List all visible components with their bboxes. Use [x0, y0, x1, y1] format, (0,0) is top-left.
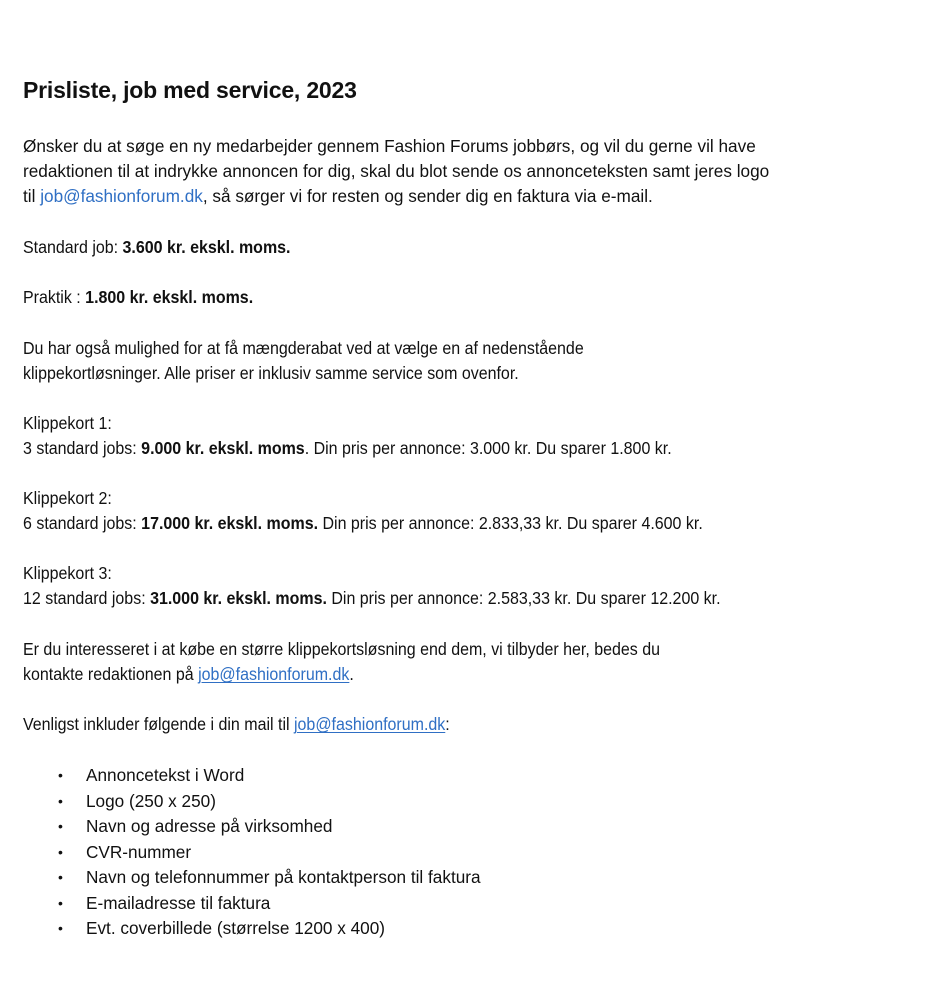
include-paragraph: Venligst inkluder følgende i din mail til job@fashionforum.dk:	[23, 714, 450, 734]
email-link[interactable]: job@fashionforum.dk	[293, 714, 446, 734]
larger-line-2: kontakte redaktionen på job@fashionforum.dk.	[23, 664, 354, 684]
intro-line-3: til job@fashionforum.dk, så sørger vi for resten og sender dig en faktura via e-mail.	[23, 186, 653, 206]
bullet-icon: •	[58, 894, 63, 911]
bullet-icon: •	[58, 818, 63, 834]
discount-paragraph	[23, 336, 584, 386]
intro-paragraph	[23, 134, 769, 209]
bullet-icon: •	[58, 869, 63, 885]
punch-card-heading: Klippekort 3:	[23, 563, 112, 583]
punch-card-3: Klippekort 3: 12 standard jobs: 31.000 kr. ekskl. moms. Din pris per annonce: 2.583,33 kr. Du sparer 12.200 kr.	[23, 563, 721, 608]
punch-card-heading: Klippekort 2:	[23, 488, 112, 508]
bullet-icon: •	[58, 843, 63, 860]
bullet-icon: •	[58, 920, 63, 936]
praktik-price: Praktik : 1.800 kr. ekskl. moms.	[23, 287, 254, 307]
larger-solution-paragraph	[23, 637, 660, 687]
bullet-icon: •	[58, 792, 63, 809]
punch-card-1: Klippekort 1: 3 standard jobs: 9.000 kr. ekskl. moms. Din pris per annonce: 3.000 kr. Du sparer 1.800 kr.	[23, 413, 672, 458]
larger-line-1: Er du interesseret i at købe en større klippekortsløsning end dem, vi tilbyder her, bedes du	[23, 639, 661, 659]
intro-line-1: Ønsker du at søge en ny medarbejder gennem Fashion Forums jobbørs, og vil du gerne vil have	[23, 136, 756, 156]
bullet-icon: •	[58, 767, 63, 783]
discount-line-2: klippekortløsninger. Alle priser er inklusiv samme service som ovenfor.	[23, 363, 519, 383]
page-title: Prisliste, job med service, 2023	[23, 77, 357, 103]
email-link[interactable]: job@fashionforum.dk	[40, 186, 203, 206]
intro-line-2: redaktionen til at indrykke annoncen for dig, skal du blot sende os annonceteksten samt jeres logo	[23, 161, 770, 181]
punch-card-heading: Klippekort 1:	[23, 413, 112, 433]
discount-line-1: Du har også mulighed for at få mængderabat ved at vælge en af nedenstående	[23, 338, 584, 358]
email-link[interactable]: job@fashionforum.dk	[198, 664, 350, 684]
punch-card-2: Klippekort 2: 6 standard jobs: 17.000 kr. ekskl. moms. Din pris per annonce: 2.833,33 kr. Du sparer 4.600 kr.	[23, 488, 703, 533]
standard-price: Standard job: 3.600 kr. ekskl. moms.	[23, 237, 291, 257]
